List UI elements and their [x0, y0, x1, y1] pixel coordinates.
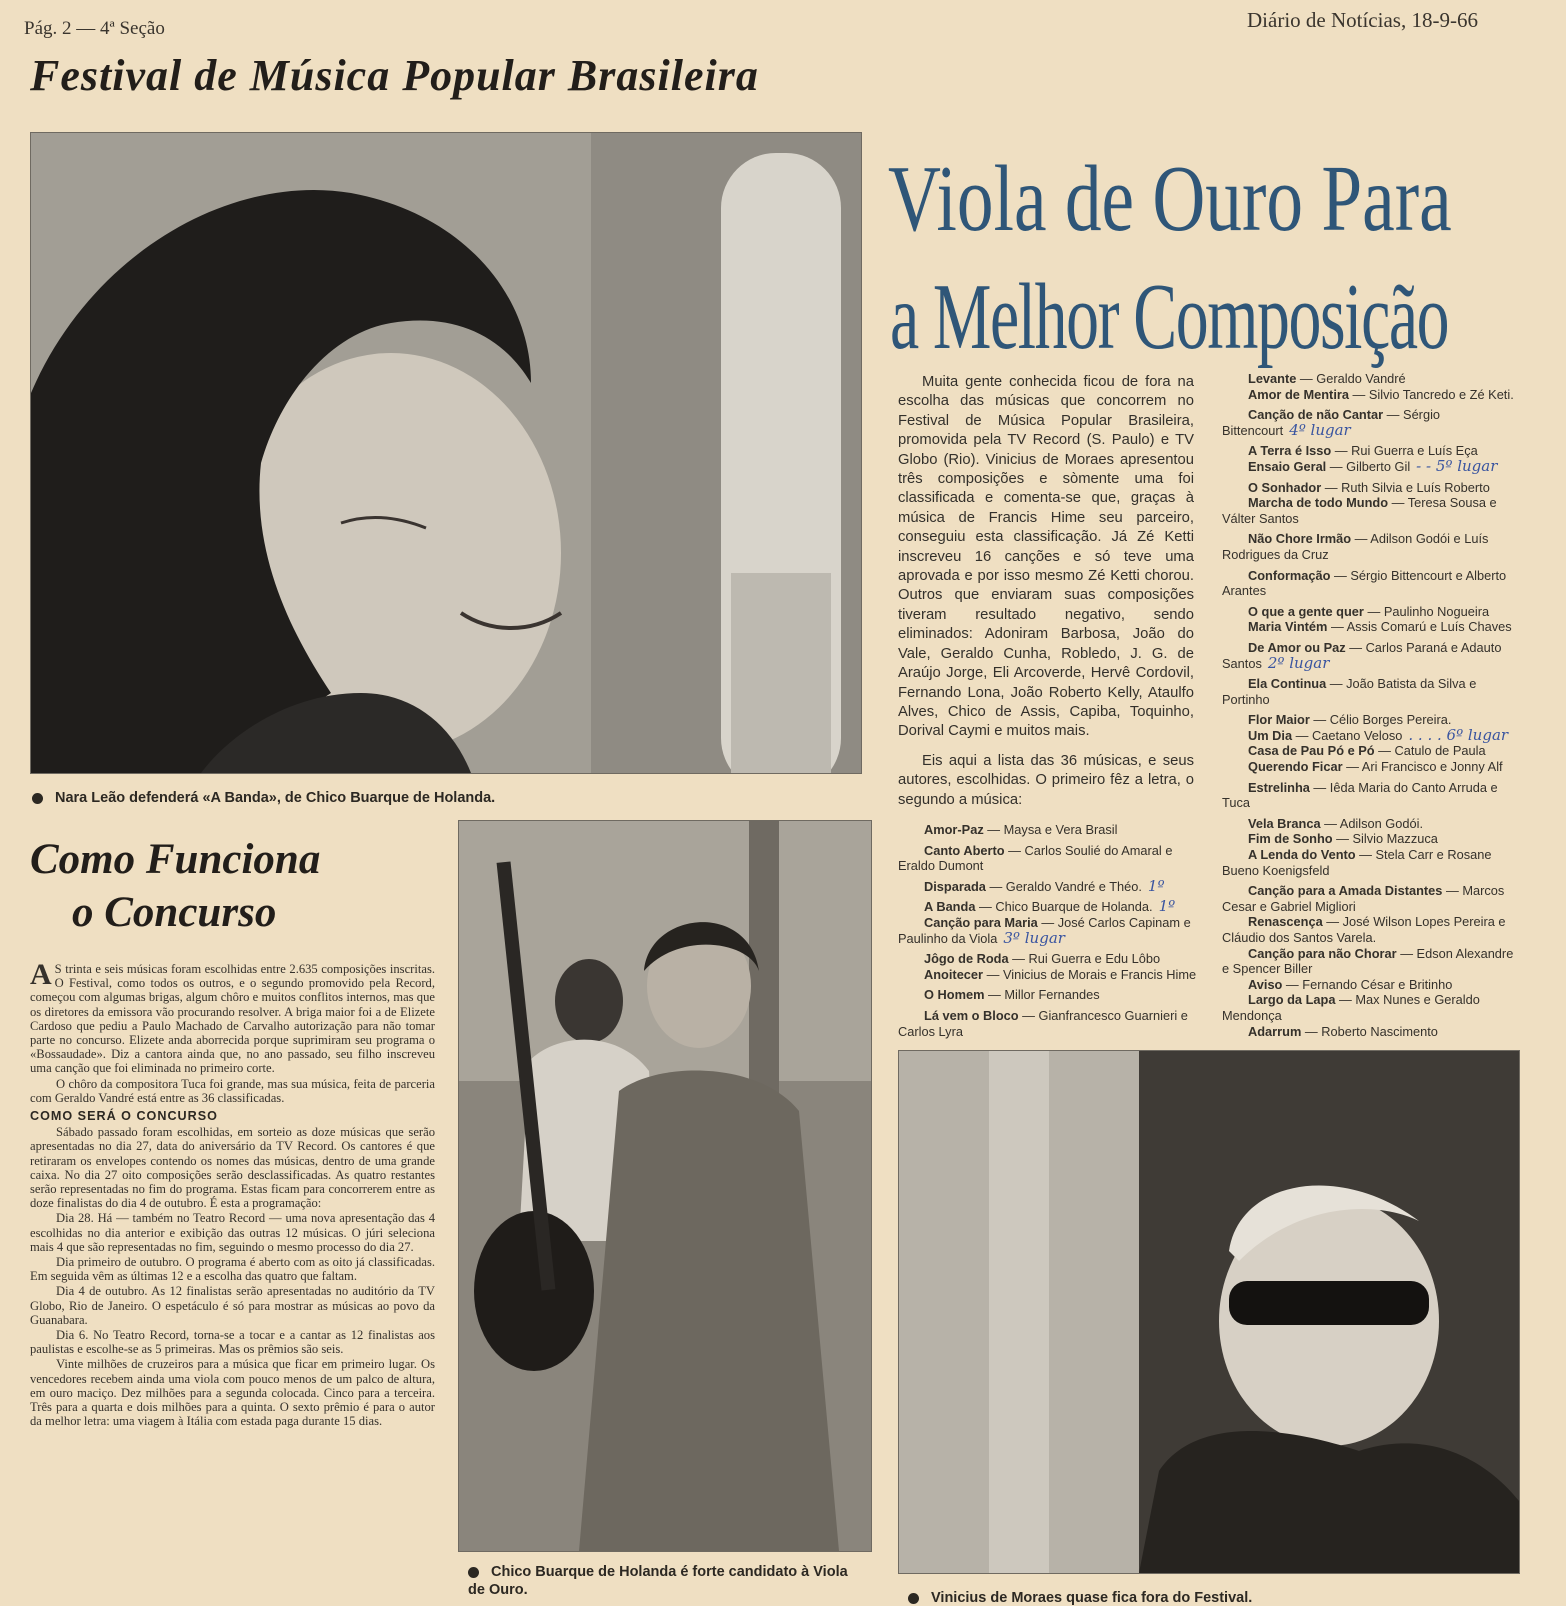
song-title: Ensaio Geral	[1248, 458, 1327, 474]
song-title: Canção para não Chorar	[1248, 945, 1397, 961]
song-title: A Terra é Isso	[1248, 443, 1332, 459]
como-paragraph-1	[30, 958, 435, 1076]
song-authors: — Maysa e Vera Brasil	[983, 822, 1118, 837]
caption-nara	[32, 790, 495, 806]
song-entry	[1222, 407, 1522, 438]
como-paragraph-2: O chôro da compositora Tuca foi grande, mas sua música, feita de parceria com Geraldo Vandré está entre as 36 classificadas.	[30, 1076, 435, 1105]
photo-chico-buarque	[458, 820, 872, 1552]
chico-buarque-photo-illustration	[459, 821, 871, 1551]
caption-chico-text: Chico Buarque de Holanda é forte candidato à Viola de Ouro.	[468, 1564, 848, 1598]
song-authors: — Paulinho Nogueira	[1363, 603, 1490, 619]
song-entry	[1222, 531, 1522, 562]
song-title: Jôgo de Roda	[924, 951, 1009, 967]
song-authors: — Caetano Veloso	[1292, 727, 1403, 743]
headline-line-1: Viola de Ouro Para	[888, 147, 1452, 251]
main-paragraph-2: Eis aqui a lista das 36 músicas, e seus autores, escolhidas. O primeiro fêz a letra, o segundo a música:	[898, 752, 1194, 808]
song-authors: — Adilson Godói.	[1320, 815, 1424, 831]
song-authors: — Carlos Soulié do Amaral e Eraldo Dumont	[898, 842, 1173, 874]
song-entry	[1222, 676, 1522, 707]
song-authors: — Ruth Silvia e Luís Roberto	[1321, 479, 1490, 495]
song-authors: — Fernando César e Britinho	[1282, 976, 1453, 992]
song-authors: — Sérgio Bittencourt	[1222, 407, 1441, 438]
song-entry	[898, 899, 1198, 915]
song-authors: — Geraldo Vandré	[1296, 371, 1406, 386]
como-paragraph-6: Dia 4 de outubro. As 12 finalistas serão apresentadas no auditório da TV Globo, Rio de Janeiro. O espetáculo é só para mostrar as músicas ao povo da Guanabara.	[30, 1284, 435, 1327]
song-entry	[1222, 831, 1522, 847]
song-authors: — Gianfrancesco Guarnieri e Carlos Lyra	[898, 1007, 1188, 1039]
song-title: Adarrum	[1248, 1023, 1302, 1039]
como-subhead: COMO SERÁ O CONCURSO	[30, 1109, 218, 1124]
song-title: O Homem	[924, 987, 985, 1003]
como-paragraph-4: Dia 28. Há — também no Teatro Record — uma nova apresentação das 4 escolhidas no dia anterior e exibição das outras 12 músicas. O júri seleciona mais 4 que são representadas no fim, seguindo o mesmo processo do dia 27.	[30, 1211, 435, 1254]
photo-vinicius-de-moraes	[898, 1050, 1520, 1574]
song-title: Disparada	[924, 878, 986, 894]
song-title: Canção de não Cantar	[1248, 407, 1384, 423]
handwritten-placement-note: . . . . 6º lugar	[1408, 725, 1509, 744]
song-authors: — Marcos Cesar e Gabriel Migliori	[1222, 883, 1505, 914]
song-authors: — Rui Guerra e Edu Lôbo	[1008, 951, 1161, 967]
song-authors: — Célio Borges Pereira.	[1309, 712, 1452, 728]
song-authors: — José Wilson Lopes Pereira e Cláudio dos Santos Varela.	[1222, 914, 1506, 945]
song-title: Largo da Lapa	[1248, 992, 1336, 1008]
song-entry	[898, 822, 1198, 838]
song-title: A Lenda do Vento	[1248, 847, 1356, 863]
nara-leao-photo-illustration	[31, 133, 861, 773]
song-entry	[1222, 946, 1522, 977]
song-entry	[1222, 743, 1522, 759]
song-entry	[1222, 568, 1522, 599]
song-entry	[898, 915, 1198, 946]
song-list-left	[898, 822, 1198, 1039]
song-list-right	[1222, 371, 1522, 1039]
como-funciona-article	[30, 958, 435, 1430]
song-authors: — Carlos Paraná e Adauto Santos	[1222, 639, 1502, 671]
song-entry	[1222, 495, 1522, 526]
como-paragraph-3: Sábado passado foram escolhidas, em sorteio as doze músicas que serão apresentadas no dia 27, data do aniversário da TV Record. Os cantores é que retiraram os envelopes contendo os nomes das músicas, dentro de uma grande caixa. No dia 27 oito composições serão desclassificadas. As quatro restantes serão representadas no fim do programa. Estas ficam para concorrerem entre as doze finalistas do dia 4 de outubro. É esta a programação:	[30, 1125, 435, 1211]
song-entry	[1222, 387, 1522, 403]
song-entry	[1222, 1024, 1522, 1040]
handwritten-placement-note: 2º lugar	[1267, 653, 1330, 672]
song-title: Anoitecer	[924, 966, 984, 982]
song-entry	[1222, 619, 1522, 635]
song-authors: — Iêda Maria do Canto Arruda e Tuca	[1222, 779, 1498, 811]
song-title: O que a gente quer	[1248, 603, 1364, 619]
song-authors: — José Carlos Capinam e Paulinho da Viola	[898, 914, 1191, 946]
song-title: Flor Maior	[1248, 712, 1310, 728]
song-entry	[1222, 759, 1522, 775]
song-entry	[1222, 977, 1522, 993]
song-title: Não Chore Irmão	[1248, 531, 1352, 547]
song-entry	[1222, 816, 1522, 832]
song-entry	[1222, 725, 1522, 744]
song-authors: — Teresa Sousa e Válter Santos	[1222, 495, 1497, 526]
song-entry	[898, 1008, 1198, 1039]
song-authors: — Silvio Tancredo e Zé Keti.	[1348, 386, 1514, 402]
kicker-title: Festival de Música Popular Brasileira	[30, 51, 759, 100]
song-authors: — Catulo de Paula	[1374, 743, 1486, 759]
song-entry	[898, 967, 1198, 983]
song-entry	[1222, 480, 1522, 496]
song-title: Casa de Pau Pó e Pó	[1248, 743, 1375, 759]
song-authors: — Assis Comarú e Luís Chaves	[1327, 619, 1512, 635]
song-title: Maria Vintém	[1248, 619, 1328, 635]
song-title: Querendo Ficar	[1248, 759, 1343, 775]
como-title-line-1: Como Funciona	[30, 836, 321, 883]
song-entry	[898, 987, 1198, 1003]
como-paragraph-7: Dia 6. No Teatro Record, torna-se a tocar e a cantar as 12 finalistas aos paulistas e escolhe-se as 5 primeiras. Mas os prêmios são seis.	[30, 1328, 435, 1357]
song-authors: — Millor Fernandes	[984, 987, 1100, 1003]
como-paragraph-5: Dia primeiro de outubro. O programa é aberto com as oito já classificadas. Em seguida vêm as últimas 12 e a escolha das quatro que faltam.	[30, 1255, 435, 1284]
song-entry	[1222, 371, 1522, 387]
bullet-icon	[908, 1593, 919, 1604]
song-title: Canção para Maria	[924, 914, 1038, 930]
song-title: Canto Aberto	[924, 842, 1005, 858]
song-authors: — Vinicius de Morais e Francis Hime	[983, 966, 1197, 982]
song-authors: — Ari Francisco e Jonny Alf	[1342, 759, 1503, 775]
song-authors: — Geraldo Vandré e Théo.	[985, 878, 1142, 894]
song-authors: — Adilson Godói e Luís Rodrigues da Cruz	[1222, 531, 1489, 562]
song-title: Vela Branca	[1248, 815, 1321, 831]
song-title: O Sonhador	[1248, 479, 1322, 495]
song-title: Lá vem o Bloco	[924, 1007, 1019, 1023]
como-title-line-2: o Concurso	[72, 889, 277, 936]
song-entry	[898, 876, 1198, 895]
song-authors: — Roberto Nascimento	[1301, 1023, 1438, 1039]
song-entry	[1222, 780, 1522, 811]
photo-nara-leao	[30, 132, 862, 774]
song-authors: — Edson Alexandre e Spencer Biller	[1222, 945, 1514, 977]
handwritten-placement-note: 1º	[1158, 897, 1176, 916]
song-authors: — Rui Guerra e Luís Eça	[1331, 443, 1478, 459]
song-authors: — Sérgio Bittencourt e Alberto Arantes	[1222, 567, 1507, 599]
handwritten-placement-note: 3º lugar	[1003, 928, 1065, 947]
como-funciona-heading	[30, 835, 450, 937]
newspaper-date: Diário de Notícias, 18-9-66	[1247, 8, 1478, 32]
song-entry	[1222, 456, 1522, 475]
song-title: Conformação	[1248, 567, 1331, 583]
song-authors: — Stela Carr e Rosane Bueno Koenigsfeld	[1222, 847, 1492, 878]
song-entry	[1222, 883, 1522, 914]
caption-nara-text: Nara Leão defenderá «A Banda», de Chico Buarque de Holanda.	[55, 790, 496, 806]
song-title: Marcha de todo Mundo	[1248, 495, 1389, 511]
song-authors: — Max Nunes e Geraldo Mendonça	[1222, 992, 1480, 1023]
song-title: Fim de Sonho	[1248, 831, 1333, 847]
main-paragraph-1: Muita gente conhecida ficou de fora na escolha das músicas que concorrem no Festival de Música Popular Brasileira, promovida pela TV Record (S. Paulo) e TV Globo (Rio). Vinicius de Moraes apresentou três composições e sòmente uma foi classificada e comenta-se que, graças à música de Francis Hime seu parceiro, conseguiu esta classificação. Já Zé Ketti inscreveu 16 canções e só teve uma aprovada e por isso mesmo Zé Ketti chorou. Outros que enviaram suas composições tiveram resultado negativo, sendo eliminados: Adoniram Barbosa, João do Vale, Geraldo Cunha, Robledo, J. G. de Araújo Jorge, Eli Arcoverde, Hervê Cordovil, Fernando Lona, João Roberto Kelly, Ataulfo Alves, Chico de Assis, Capiba, Toquinho, Dorival Caymi e muitos mais.	[898, 374, 1194, 740]
song-entry	[1222, 640, 1522, 671]
headline-line-2: a Melhor Composição	[890, 265, 1449, 369]
song-title: Um Dia	[1248, 727, 1293, 743]
vinicius-photo-illustration	[899, 1051, 1519, 1573]
caption-vinicius-text: Vinicius de Moraes quase fica fora do Festival.	[931, 1590, 1253, 1606]
song-title: Canção para a Amada Distantes	[1248, 883, 1443, 899]
song-entry	[1222, 847, 1522, 878]
bullet-icon	[468, 1567, 479, 1578]
song-title: Amor de Mentira	[1248, 386, 1349, 402]
song-title: De Amor ou Paz	[1248, 639, 1346, 655]
song-authors: — Gilberto Gil	[1326, 458, 1411, 474]
handwritten-placement-note: - - 5º lugar	[1416, 456, 1498, 475]
song-title: Aviso	[1248, 976, 1283, 992]
song-authors: — Chico Buarque de Holanda.	[975, 899, 1153, 915]
handwritten-placement-note: 4º lugar	[1289, 420, 1351, 439]
song-entry	[1222, 992, 1522, 1023]
handwritten-placement-note: 1º	[1147, 876, 1165, 895]
como-paragraph-1-text: S trinta e seis músicas foram escolhidas entre 2.635 composições inscritas. O Festival, como todos os outros, e o segundo promovido pela Record, começou com algumas brigas, algum chôro e muitos conflitos internos, mas que os diretores da emissora vão procurando resolver. A briga maior foi a de Elizete Cardoso que pediu a Paulo Machado de Carvalho autorização para não tomar parte no concurso. Elizete anda aborrecida porque suprimiram seu programa o «Bossaudade». Diz a cantora ainda que, no ano passado, seu filho inscreveu uma canção que foi eliminada no primeiro corte.	[30, 962, 435, 1076]
song-title: Estrelinha	[1248, 779, 1310, 795]
drop-cap: A	[30, 958, 52, 991]
page-section-label: Pág. 2 — 4ª Seção	[24, 18, 165, 39]
song-authors: — João Batista da Silva e Portinho	[1222, 676, 1477, 707]
main-article	[898, 373, 1194, 810]
caption-chico	[468, 1563, 868, 1599]
song-title: A Banda	[924, 899, 976, 915]
song-title: Levante	[1248, 371, 1297, 386]
como-paragraph-8: Vinte milhões de cruzeiros para a música que ficar em primeiro lugar. Os vencedores recebem ainda uma viola com pouco menos de um palco de altura, em ouro maciço. Dez milhões para a segunda colocada. Cinco para a terceira. Três para a quarta e dois milhões para a quinta. O sexto prêmio é para o autor da melhor letra: uma viagem à Itália com estada paga durante 15 dias.	[30, 1357, 435, 1429]
song-title: Amor-Paz	[924, 822, 984, 837]
song-entry	[1222, 604, 1522, 620]
bullet-icon	[32, 793, 43, 804]
song-title: Renascença	[1248, 914, 1323, 930]
song-entry	[898, 951, 1198, 967]
song-title: Ela Continua	[1248, 676, 1327, 692]
song-entry	[1222, 914, 1522, 945]
song-entry	[898, 843, 1198, 874]
song-authors: — Silvio Mazzuca	[1332, 831, 1438, 847]
